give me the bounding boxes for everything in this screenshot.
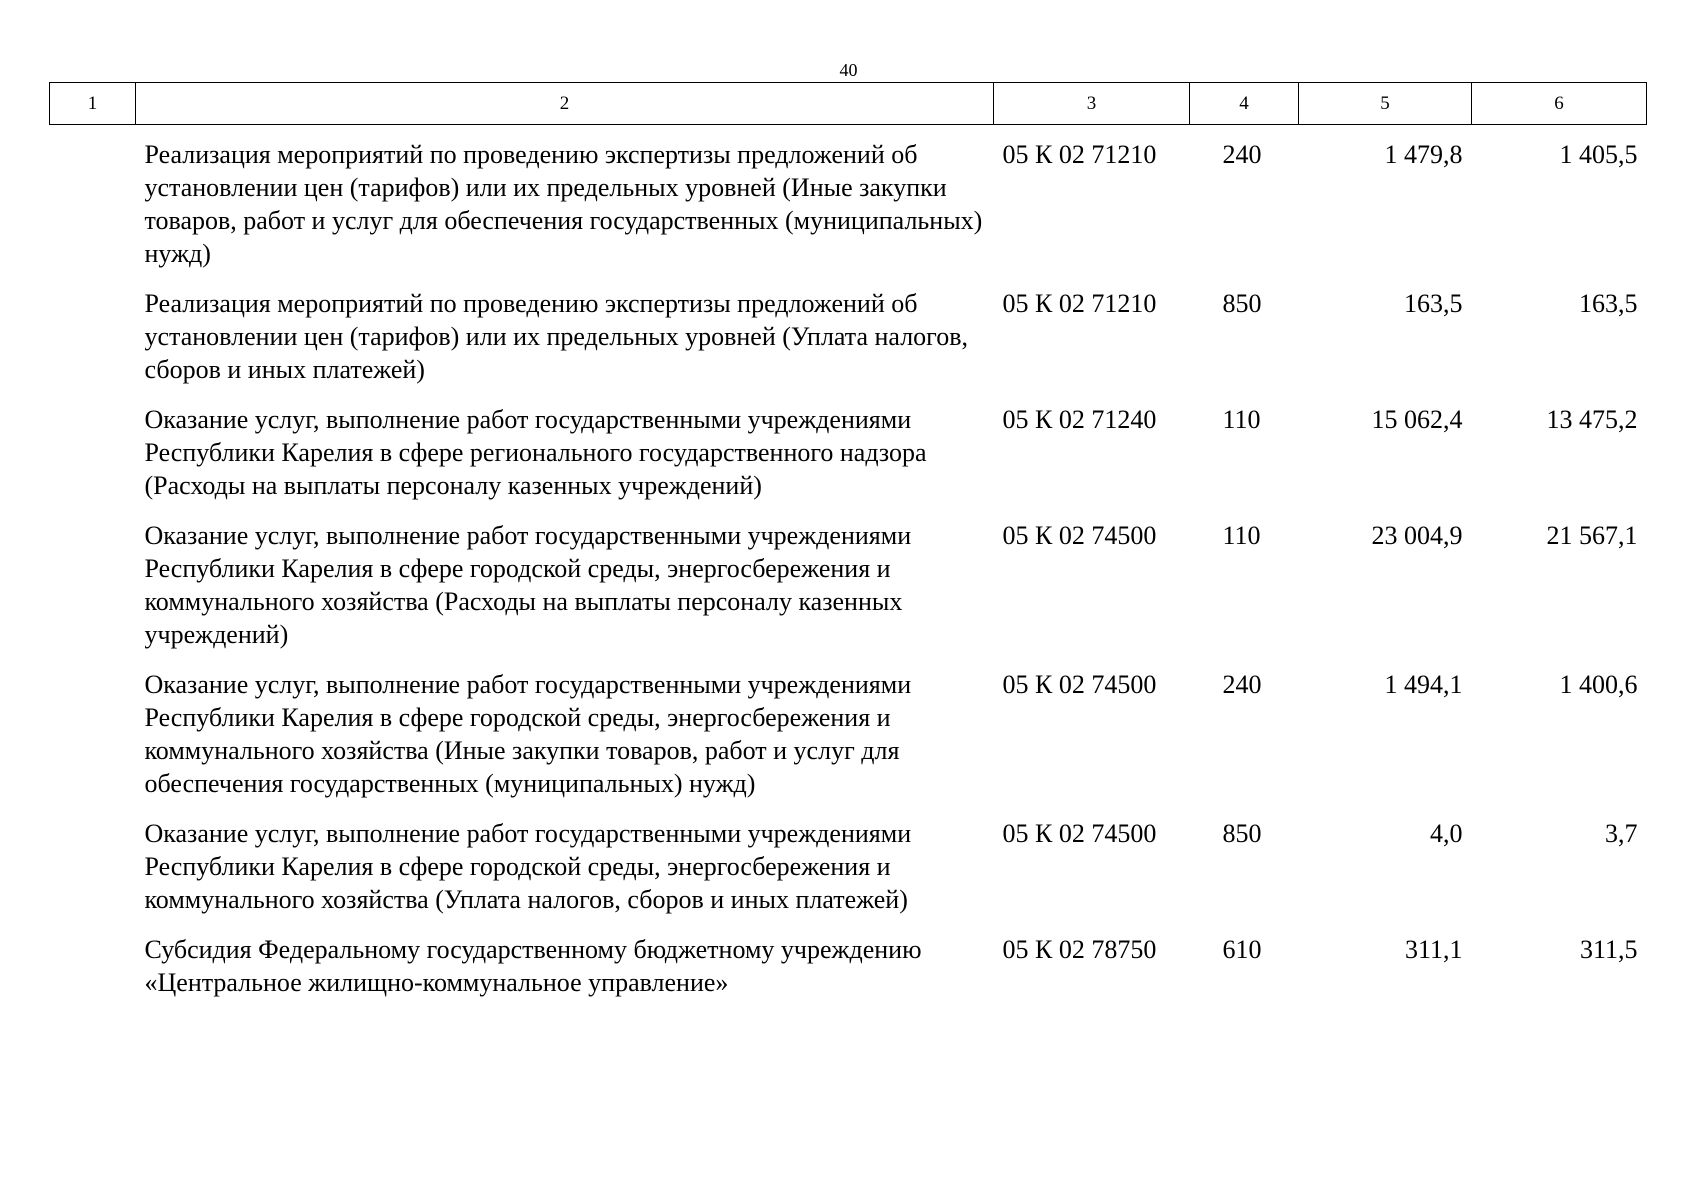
amount-col-6: 3,7 <box>1605 819 1638 848</box>
expense-name: Оказание услуг, выполнение работ государственными учреждениями Республики Карелия в сфере городской среды, энергосбережения и коммунального хозяйства (Иные закупки товаров, работ и услуг для обеспечения государственных (муниципальных) нужд) <box>144 670 912 798</box>
table-row <box>50 923 1647 1006</box>
amount-col-6: 163,5 <box>1579 289 1638 318</box>
amount-col-6: 311,5 <box>1579 935 1638 964</box>
expense-name: Оказание услуг, выполнение работ государственными учреждениями Республики Карелия в сфере регионального государственного надзора (Расходы на выплаты персоналу казенных учреждений) <box>144 405 927 500</box>
target-article-code: 05 К 02 74500 <box>1002 521 1157 550</box>
expense-type-code: 850 <box>1222 289 1262 318</box>
expense-type-code: 610 <box>1222 935 1262 964</box>
target-article-code: 05 К 02 71210 <box>1002 140 1157 169</box>
row-number-cell <box>50 509 136 658</box>
amount-col-5: 163,5 <box>1404 289 1463 318</box>
table-row <box>50 807 1647 923</box>
table-row <box>50 658 1647 807</box>
page-number: 40 <box>839 60 858 80</box>
amount-col-5: 311,1 <box>1404 935 1463 964</box>
row-number-cell <box>50 277 136 393</box>
header-col-5: 5 <box>1299 83 1472 125</box>
target-article-code: 05 К 02 71240 <box>1002 405 1157 434</box>
amount-col-6: 1 405,5 <box>1559 140 1638 169</box>
row-number-cell <box>50 807 136 923</box>
amount-col-5: 4,0 <box>1430 819 1463 848</box>
header-col-3: 3 <box>994 83 1190 125</box>
header-col-4: 4 <box>1190 83 1299 125</box>
amount-col-5: 1 494,1 <box>1384 670 1463 699</box>
expense-name: Субсидия Федеральному государственному бюджетному учреждению «Центральное жилищно-коммунальное управление» <box>144 935 922 997</box>
amount-col-6: 21 567,1 <box>1546 521 1638 550</box>
expense-name: Оказание услуг, выполнение работ государственными учреждениями Республики Карелия в сфере городской среды, энергосбережения и коммунального хозяйства (Уплата налогов, сборов и иных платежей) <box>144 819 912 914</box>
header-col-6: 6 <box>1472 83 1647 125</box>
amount-col-6: 1 400,6 <box>1559 670 1638 699</box>
expense-type-code: 850 <box>1222 819 1262 848</box>
budget-table <box>49 82 1647 1006</box>
amount-col-5: 15 062,4 <box>1371 405 1463 434</box>
expense-name: Оказание услуг, выполнение работ государственными учреждениями Республики Карелия в сфере городской среды, энергосбережения и коммунального хозяйства (Расходы на выплаты персоналу казенных учреждений) <box>144 521 912 649</box>
row-number-cell <box>50 125 136 278</box>
header-col-2: 2 <box>136 83 994 125</box>
expense-type-code: 240 <box>1222 670 1262 699</box>
header-col-1: 1 <box>50 83 136 125</box>
row-number-cell <box>50 923 136 1006</box>
amount-col-5: 1 479,8 <box>1384 140 1463 169</box>
target-article-code: 05 К 02 78750 <box>1002 935 1157 964</box>
amount-col-6: 13 475,2 <box>1546 405 1638 434</box>
expense-type-code: 110 <box>1222 405 1261 434</box>
target-article-code: 05 К 02 74500 <box>1002 670 1157 699</box>
expense-name: Реализация мероприятий по проведению экспертизы предложений об установлении цен (тарифов) или их предельных уровней (Уплата налогов, сборов и иных платежей) <box>144 289 968 384</box>
expense-name: Реализация мероприятий по проведению экспертизы предложений об установлении цен (тарифов) или их предельных уровней (Иные закупки товаров, работ и услуг для обеспечения государственных (муниципальных) нужд) <box>144 140 983 268</box>
amount-col-5: 23 004,9 <box>1371 521 1463 550</box>
target-article-code: 05 К 02 74500 <box>1002 819 1157 848</box>
row-number-cell <box>50 393 136 509</box>
row-number-cell <box>50 658 136 807</box>
expense-type-code: 240 <box>1222 140 1262 169</box>
target-article-code: 05 К 02 71210 <box>1002 289 1157 318</box>
table-row <box>50 393 1647 509</box>
header-row <box>50 83 1647 125</box>
table-row <box>50 125 1647 278</box>
table-row <box>50 509 1647 658</box>
expense-type-code: 110 <box>1222 521 1261 550</box>
table-row <box>50 277 1647 393</box>
